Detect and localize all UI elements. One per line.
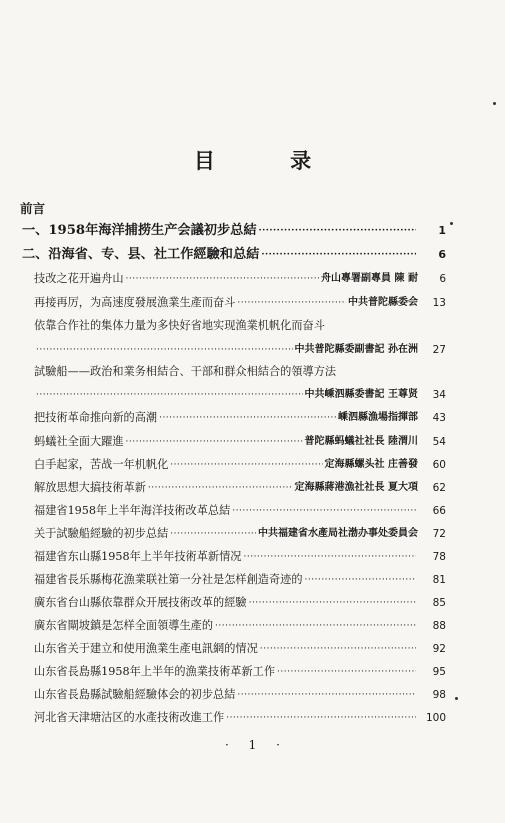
entry-page: 88 xyxy=(432,620,446,632)
entry-page: 98 xyxy=(432,689,446,701)
dot-leader xyxy=(249,596,416,610)
toc-entry[interactable] xyxy=(22,220,446,238)
entry-title: 廣东省閘坡鎮是怎样全面領導生產的 xyxy=(34,619,214,632)
entry-author: 嵊泗縣漁場指揮部 xyxy=(338,412,418,423)
entry-page: 6 xyxy=(439,273,446,285)
entry-page: 78 xyxy=(432,551,446,563)
entry-page: 54 xyxy=(432,436,446,448)
scan-speck xyxy=(455,697,458,700)
entry-title: 蚂蟻社全面大躍進 xyxy=(34,435,124,448)
dot-leader xyxy=(36,343,293,357)
scan-speck xyxy=(493,102,496,105)
toc-entry[interactable] xyxy=(34,500,446,518)
entry-title: 山东省長島縣1958年上半年的漁業技術革新工作 xyxy=(34,665,276,678)
toc-entry[interactable] xyxy=(22,244,446,262)
entry-author: 中共福建省水產局社渤办事处委員会 xyxy=(258,528,418,539)
entry-page: 100 xyxy=(425,712,446,724)
entry-page: 62 xyxy=(432,482,446,494)
entry-title: 廣东省台山縣依靠群众开展技術改革的經驗 xyxy=(34,596,247,609)
entry-author: 普陀縣蚂蟻社社長 陸渭川 xyxy=(304,436,418,447)
toc-entry[interactable] xyxy=(34,315,446,333)
entry-author: 舟山專署副專員 陳 耐 xyxy=(321,273,418,284)
dot-leader xyxy=(148,481,293,495)
toc-entry[interactable] xyxy=(34,407,446,425)
dot-leader xyxy=(237,296,346,310)
entry-page: 92 xyxy=(432,643,446,655)
toc-entry-continuation[interactable] xyxy=(34,339,446,357)
toc-entry[interactable] xyxy=(34,292,446,310)
dot-leader xyxy=(215,619,416,633)
dot-leader xyxy=(170,527,256,541)
toc-entry[interactable] xyxy=(34,684,446,702)
entry-author: 中共嵊泗縣委書記 王尊贤 xyxy=(304,389,418,400)
dot-leader xyxy=(305,573,416,587)
entry-title: 再接再厉，为高速度發展漁業生產而奋斗 xyxy=(34,296,236,309)
dot-leader xyxy=(232,504,416,518)
entry-title: 关于試驗船經驗的初步总結 xyxy=(34,527,169,540)
dot-leader xyxy=(259,224,416,238)
entry-title: 福建省东山縣1958年上半年技術革新情况 xyxy=(34,550,242,563)
dot-leader xyxy=(243,550,416,564)
toc-entry[interactable] xyxy=(34,707,446,725)
entry-page: 95 xyxy=(432,666,446,678)
toc-entry[interactable] xyxy=(34,546,446,564)
toc-entry-continuation[interactable] xyxy=(34,384,446,402)
toc-entry[interactable] xyxy=(34,268,446,286)
dot-leader xyxy=(126,272,320,286)
page-number: · 1 · xyxy=(225,738,288,752)
entry-page: 13 xyxy=(432,297,446,309)
entry-author: 中共普陀縣委副書記 孙在洲 xyxy=(294,344,418,355)
page-title: 目 录 xyxy=(193,149,346,173)
entry-title: 山东省長島縣試驗船經驗体会的初步总結 xyxy=(34,688,236,701)
entry-title: 把技術革命推向新的高潮 xyxy=(34,411,158,424)
scan-speck xyxy=(450,222,453,225)
entry-title: 福建省長乐縣梅花漁業联社第一分社是怎样創造奇迹的 xyxy=(34,573,303,586)
preface-heading: 前言 xyxy=(20,201,46,216)
entry-page: 1 xyxy=(438,224,446,237)
toc-entry[interactable] xyxy=(34,638,446,656)
entry-page: 60 xyxy=(432,459,446,471)
dot-leader xyxy=(277,665,416,679)
toc-entry[interactable] xyxy=(34,523,446,541)
entry-page: 6 xyxy=(438,248,446,261)
entry-title: 依靠合作社的集体力量为多快好省地实现渔業机帆化而奋斗 xyxy=(34,319,325,332)
entry-author: 定海縣螺头社 庄善發 xyxy=(324,459,418,470)
entry-title: 山东省关于建立和使用漁業生產电訊網的情况 xyxy=(34,642,258,655)
dot-leader xyxy=(159,411,336,425)
toc-entry[interactable] xyxy=(34,454,446,472)
toc-entry[interactable] xyxy=(34,569,446,587)
entry-title: 解放思想大搞技術革新 xyxy=(34,481,146,494)
entry-page: 72 xyxy=(432,528,446,540)
dot-leader xyxy=(170,458,322,472)
entry-page: 85 xyxy=(432,597,446,609)
dot-leader xyxy=(126,435,303,449)
entry-title: 白手起家，苦战一年机帆化 xyxy=(34,458,169,471)
entry-title: 試驗船——政治和業务相結合、干部和群众相結合的領導方法 xyxy=(34,365,337,378)
dot-leader xyxy=(226,711,416,725)
toc-entry[interactable] xyxy=(34,661,446,679)
entry-page: 66 xyxy=(432,505,446,517)
entry-author: 定海縣蔣港漁社社長 夏大項 xyxy=(294,482,418,493)
dot-leader xyxy=(237,688,416,702)
toc-entry[interactable] xyxy=(34,361,446,379)
dot-leader xyxy=(36,388,303,402)
entry-page: 34 xyxy=(432,389,446,401)
entry-title: 技改之花开遍舟山 xyxy=(34,272,124,285)
entry-title: 一、1958年海洋捕捞生产会議初步总結 xyxy=(22,223,257,238)
entry-page: 27 xyxy=(432,344,446,356)
toc-entry[interactable] xyxy=(34,431,446,449)
entry-page: 81 xyxy=(432,574,446,586)
toc-entry[interactable] xyxy=(34,592,446,610)
dot-leader xyxy=(261,248,416,262)
toc-entry[interactable] xyxy=(34,477,446,495)
entry-page: 43 xyxy=(432,412,446,424)
entry-title: 河北省天津塘沽区的水產技術改進工作 xyxy=(34,711,225,724)
entry-title: 二、沿海省、专、县、社工作經驗和总結 xyxy=(22,247,260,262)
dot-leader xyxy=(260,642,416,656)
toc-entry[interactable] xyxy=(34,615,446,633)
entry-author: 中共普陀縣委会 xyxy=(348,297,418,308)
entry-title: 福建省1958年上半年海洋技術改革总結 xyxy=(34,504,231,517)
